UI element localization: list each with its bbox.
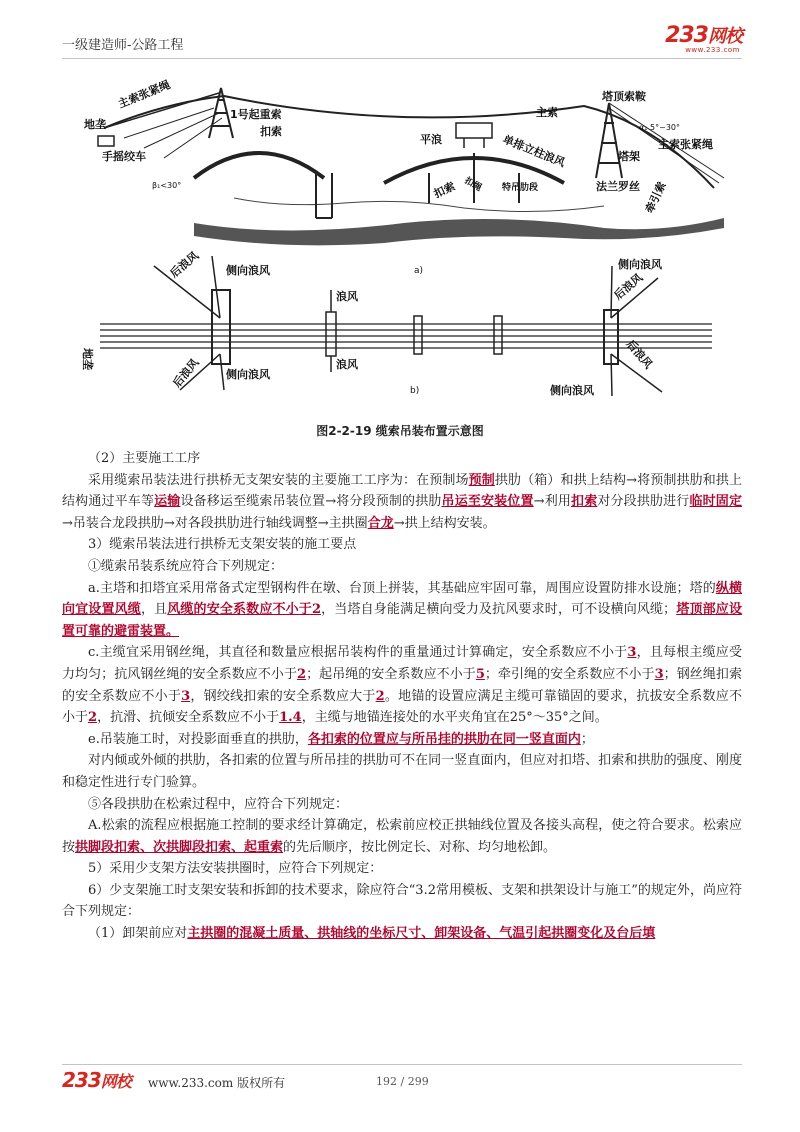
logo-number: 233 (665, 23, 708, 48)
highlight: 2 (88, 710, 98, 726)
label-rear-wind-tl: 后浪风 (167, 249, 202, 281)
label-anchor: 地垄 (84, 118, 106, 131)
list-heading: ①缆索吊装系统应符合下列规定： (88, 558, 284, 574)
label-winch: 手摇绞车 (102, 150, 146, 163)
highlight: 塔顶部应设置可靠的避雷装置。 (62, 602, 742, 639)
main-cable (104, 96, 714, 188)
label-lift-rope: 扣绳 (462, 175, 484, 194)
highlight: 预制 (468, 472, 495, 488)
footer-site[interactable]: www.233.com 版权所有 (148, 1076, 286, 1090)
label-rear-wind-br: 后浪风 (623, 337, 655, 372)
page-number: 192 / 299 (376, 1075, 429, 1088)
highlight: 1.4 (279, 710, 302, 726)
label-side-wind-br: 侧向浪风 (550, 384, 594, 397)
paragraph-release: A.松索的流程应根据施工控制的要求经计算确定，松索前应校正拱轴线位置及各接头高程，使之符合要求。松索应按拱脚段扣索、次拱脚段扣索、起重索的先后顺序，按比例定长、对称、均匀地松卸。 (62, 818, 742, 855)
trolley-plan-1 (326, 312, 336, 356)
highlight: 扣索 (571, 494, 598, 510)
highlight: 纵横向宜设置风缆 (62, 580, 742, 618)
cable-hoisting-diagram (81, 78, 730, 408)
highlight: 各扣索的位置应与所吊挂的拱肋在同一竖直面内 (307, 731, 581, 747)
tower-plan-left (212, 290, 230, 364)
pier-left (316, 173, 332, 218)
highlight: 合龙 (367, 515, 394, 531)
label-angle-top: α₁ 5°~30° (639, 123, 680, 132)
arch-left (194, 153, 324, 178)
river-surface (234, 198, 604, 212)
highlight: 拱脚段扣索、次拱脚段扣索、起重索 (75, 839, 284, 855)
paragraph-hoisting: e.吊装施工时，对投影面垂直的拱肋，各扣索的位置应与所吊挂的拱肋在同一竖直面内； (88, 731, 594, 747)
label-wave-top: 浪风 (336, 290, 358, 303)
highlight: 3 (654, 666, 664, 682)
label-plan-anchor: 地垄 (81, 348, 94, 370)
footer-logo-text: 网校 (100, 1072, 131, 1091)
paragraph-procedure: 采用缆索吊装法进行拱桥无支架安装的主要施工工序为：在预制场预制拱肋（箱）和拱上结构→将预制拱肋和拱上结构通过平车等运输设备移运至缆索吊装位置→将分段预制的拱肋吊运至安装位置→利用扣索对分段拱肋进行临时固定→吊装合龙段拱肋→对各段拱肋进行轴线调整→主拱圈合龙→拱上结构安装。 (62, 472, 742, 531)
label-tie2: 扣索 (431, 179, 458, 201)
paragraph-few-supports: 5）采用少支架方法安装拱圈时，应符合下列规定： (88, 861, 383, 877)
label-tower-frame: 塔架 (618, 150, 640, 163)
cable-lines (100, 324, 712, 348)
highlight: 2 (375, 688, 385, 704)
logo-subtext: www.233.com (685, 46, 740, 54)
highlight: 吊运至安装位置 (441, 494, 534, 510)
highlight: 运输 (154, 494, 181, 510)
label-side-wind-tr: 侧向浪风 (618, 258, 662, 271)
label-right-tension: 主索张紧绳 (658, 138, 713, 151)
highlight: 2 (297, 666, 307, 682)
page-header (62, 22, 742, 56)
label-beta: β₁<30° (152, 181, 182, 190)
highlight: 5 (475, 666, 485, 682)
label-rear-wind-tr: 后浪风 (611, 271, 646, 303)
main-content (62, 448, 742, 945)
list-heading-release: ⑤各段拱肋在松索过程中，应符合下列规定： (88, 796, 349, 812)
highlight: 主拱圈的混凝土质量、拱轴线的坐标尺寸、卸架设备、气温引起拱圈变化及台后填 (187, 926, 656, 942)
logo-text: 网校 (708, 26, 742, 47)
label-single-row: 单排立柱浪风 (500, 132, 567, 170)
label-traction: 牵引索 (642, 179, 669, 216)
plan-view (81, 248, 712, 397)
footer-logo-number: 233 (62, 1068, 101, 1092)
label-special-seg: 特吊肋段 (502, 183, 539, 193)
figure-caption: 图2-2-19 缆索吊装布置示意图 (316, 424, 484, 438)
page-footer (62, 1068, 742, 1098)
ground-fill (194, 218, 724, 245)
label-rear-wind-bl: 后浪风 (170, 356, 202, 390)
label-sub-b: b) (410, 386, 420, 396)
brand-logo[interactable] (665, 22, 742, 48)
footer-divider (62, 1064, 742, 1065)
label-main-tension: 主索张紧绳 (116, 78, 173, 111)
footer-logo[interactable] (62, 1068, 131, 1092)
header-title: 一级建造师-公路工程 (62, 38, 184, 53)
label-lift1: 1号起重索 (230, 108, 282, 121)
highlight: 3 (181, 688, 191, 704)
header-divider (62, 58, 742, 59)
label-wave: 平浪 (420, 133, 442, 146)
subsection-heading: 3）缆索吊装法进行拱桥无支架安装的施工要点 (88, 537, 357, 553)
paragraph-unloading: （1）卸架前应对主拱圈的混凝土质量、拱轴线的坐标尺寸、卸架设备、气温引起拱圈变化及台后填 (88, 926, 656, 942)
label-tower-saddle: 塔顶索鞍 (602, 90, 646, 103)
label-flange: 法兰罗丝 (596, 180, 640, 193)
label-side-wind-bl: 侧向浪风 (226, 368, 270, 381)
section-heading: （2）主要施工工序 (88, 451, 201, 466)
elevation-view (84, 77, 724, 276)
hoist-trolley (456, 123, 492, 148)
label-main-cable: 主索 (536, 106, 558, 119)
label-sub-a: a) (414, 266, 424, 276)
paragraph-support-requirements: 6）少支架施工时支架安装和拆卸的技术要求，除应符合“3.2常用模板、支架和拱架设计与施工”的规定外，尚应符合下列规定： (62, 882, 742, 920)
hand-winch (98, 136, 114, 146)
paragraph-tower: a.主塔和扣塔宜采用常备式定型钢构件在墩、台顶上拼装，其基础应牢固可靠，周围应设置防排水设施；塔的纵横向宜设置风缆，且风缆的安全系数应不小于2，当塔自身能满足横向受力及抗风要求时，可不设横向风缆；塔顶部应设置可靠的避雷装置。 (62, 580, 742, 639)
highlight: 临时固定 (689, 494, 742, 510)
label-tie: 扣索 (260, 125, 282, 138)
label-wave-bot: 浪风 (336, 358, 358, 371)
paragraph-cable: c.主缆宜采用钢丝绳，其直径和数量应根据吊装构件的重量通过计算确定，安全系数应不小于3，且每根主缆应受力均匀；抗风钢丝绳的安全系数应不小于2；起吊绳的安全系数应不小于5；牵引绳的安全系数应不小于3；钢丝绳扣索的安全系数应不小于3，钢绞线扣索的安全系数应大于2。地锚的设置应满足主缆可靠锚固的要求，抗拔安全系数应不小于2，抗滑、抗倾安全系数应不小于1.4，主缆与地锚连接处的水平夹角宜在25°～35°之间。 (62, 645, 742, 726)
highlight: 风缆的安全系数应不小于2 (167, 602, 321, 618)
label-side-wind-tl: 侧向浪风 (226, 264, 270, 277)
paragraph-inclined: 对内倾或外倾的拱肋，各扣索的位置与所吊挂的拱肋可不在同一竖直面内，但应对扣塔、扣索和拱肋的强度、刚度和稳定性进行专门验算。 (62, 753, 742, 790)
highlight: 3 (627, 645, 637, 661)
